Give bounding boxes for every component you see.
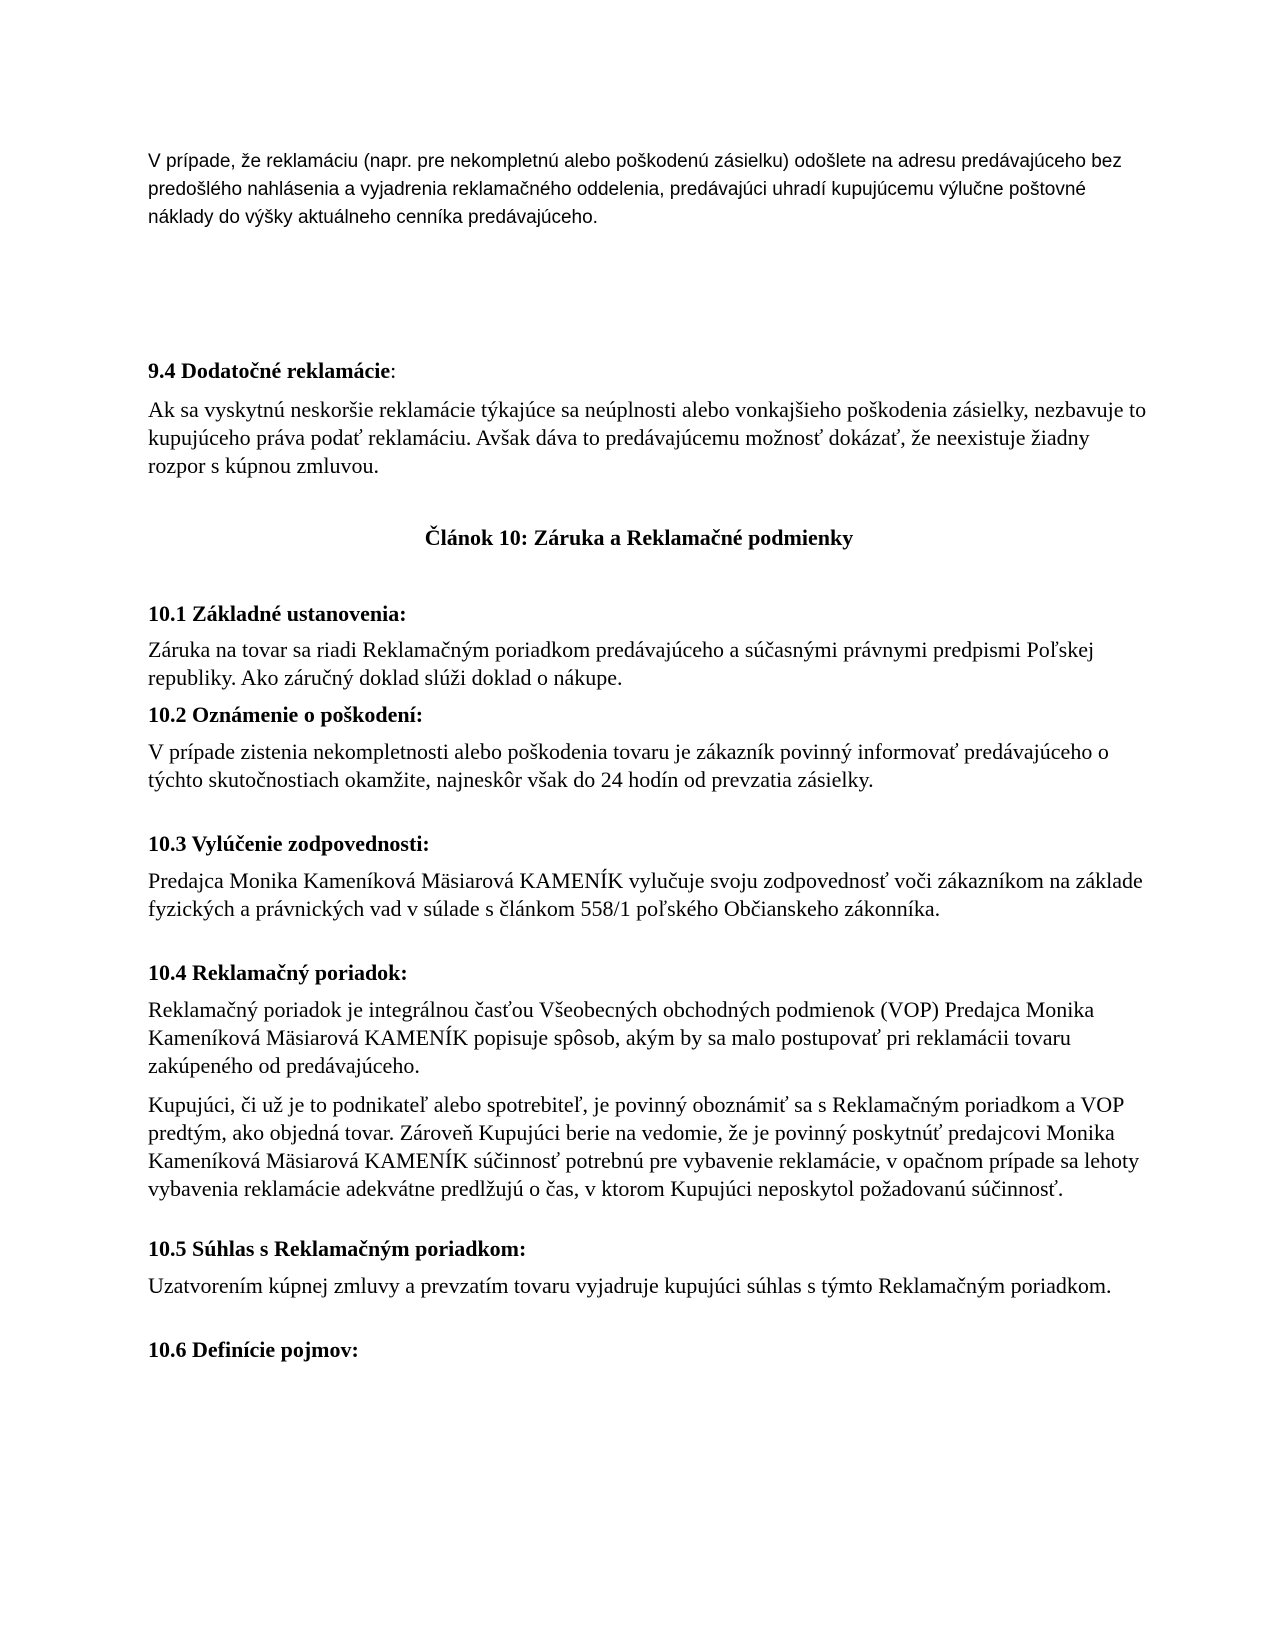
- section-10-2: [148, 702, 1148, 794]
- section-heading-text: 9.4 Dodatočné reklamácie: [148, 358, 391, 383]
- section-paragraph: V prípade zistenia nekompletnosti alebo poškodenia tovaru je zákazník povinný informovať predávajúceho o týchto skutočnostiach okamžite, najneskôr však do 24 hodín od prevzatia zásielky.: [148, 739, 1109, 792]
- section-heading: 10.6 Definície pojmov:: [148, 1337, 359, 1362]
- section-heading: 10.4 Reklamačný poriadok:: [148, 960, 408, 985]
- section-paragraph: Ak sa vyskytnú neskoršie reklamácie týkajúce sa neúplnosti alebo vonkajšieho poškodenia zásielky, nezbavuje to kupujúceho práva podať reklamáciu. Avšak dáva to predávajúcemu možnosť dokázať, že neexistuje žiadny rozpor s kúpnou zmluvou.: [148, 397, 1147, 478]
- section-heading: 10.2 Oznámenie o poškodení:: [148, 702, 424, 727]
- intro-paragraph: V prípade, že reklamáciu (napr. pre nekompletnú alebo poškodenú zásielku) odošlete na adresu predávajúceho bez predošlého nahlásenia a vyjadrenia reklamačného oddelenia, predávajúci uhradí kupujúcemu výlučne poštovné náklady do výšky aktuálneho cenníka predávajúceho.: [148, 151, 1122, 228]
- section-heading-colon: :: [390, 358, 397, 383]
- section-paragraph: Uzatvorením kúpnej zmluvy a prevzatím tovaru vyjadruje kupujúci súhlas s týmto Reklamačným poriadkom.: [148, 1273, 1112, 1298]
- section-paragraph: Predajca Monika Kameníková Mäsiarová KAMENÍK vylučuje svoju zodpovednosť voči zákazníkom na základe fyzických a právnických vad v súlade s článkom 558/1 poľského Občianskeho zákonníka.: [148, 868, 1143, 921]
- section-paragraph: Reklamačný poriadok je integrálnou časťou Všeobecných obchodných podmienok (VOP) Predajca Monika Kameníková Mäsiarová KAMENÍK popisuje spôsob, akým by sa malo postupovať pri reklamácii tovaru zakúpeného od predávajúceho.: [148, 997, 1095, 1078]
- section-10-4: [148, 960, 1148, 1203]
- section-heading: 10.3 Vylúčenie zodpovednosti:: [148, 831, 430, 856]
- section-10-1: [148, 601, 1148, 692]
- article-title: Článok 10: Záruka a Reklamačné podmienky: [424, 525, 854, 550]
- section-paragraph: Záruka na tovar sa riadi Reklamačným poriadkom predávajúceho a súčasnými právnymi predpismi Poľskej republiky. Ako záručný doklad slúži doklad o nákupe.: [148, 637, 1095, 690]
- section-9-4: [148, 358, 1148, 480]
- section-paragraph-2: Kupujúci, či už je to podnikateľ alebo spotrebiteľ, je povinný oboznámiť sa s Reklamačným poriadkom a VOP predtým, ako objedná tovar. Zároveň Kupujúci berie na vedomie, že je povinný poskytnúť predajcovi Monika Kameníková Mäsiarová KAMENÍK súčinnosť potrebnú pre vybavenie reklamácie, v opačnom prípade sa lehoty vybavenia reklamácie adekvátne predlžujú o čas, v ktorom Kupujúci neposkytol požadovanú súčinnosť.: [148, 1092, 1140, 1201]
- section-10-3: [148, 831, 1148, 923]
- section-heading: [148, 358, 1148, 384]
- section-heading: 10.1 Základné ustanovenia:: [148, 601, 407, 626]
- section-10-5: [148, 1236, 1148, 1300]
- section-10-6: [148, 1337, 1148, 1363]
- section-heading: 10.5 Súhlas s Reklamačným poriadkom:: [148, 1236, 527, 1261]
